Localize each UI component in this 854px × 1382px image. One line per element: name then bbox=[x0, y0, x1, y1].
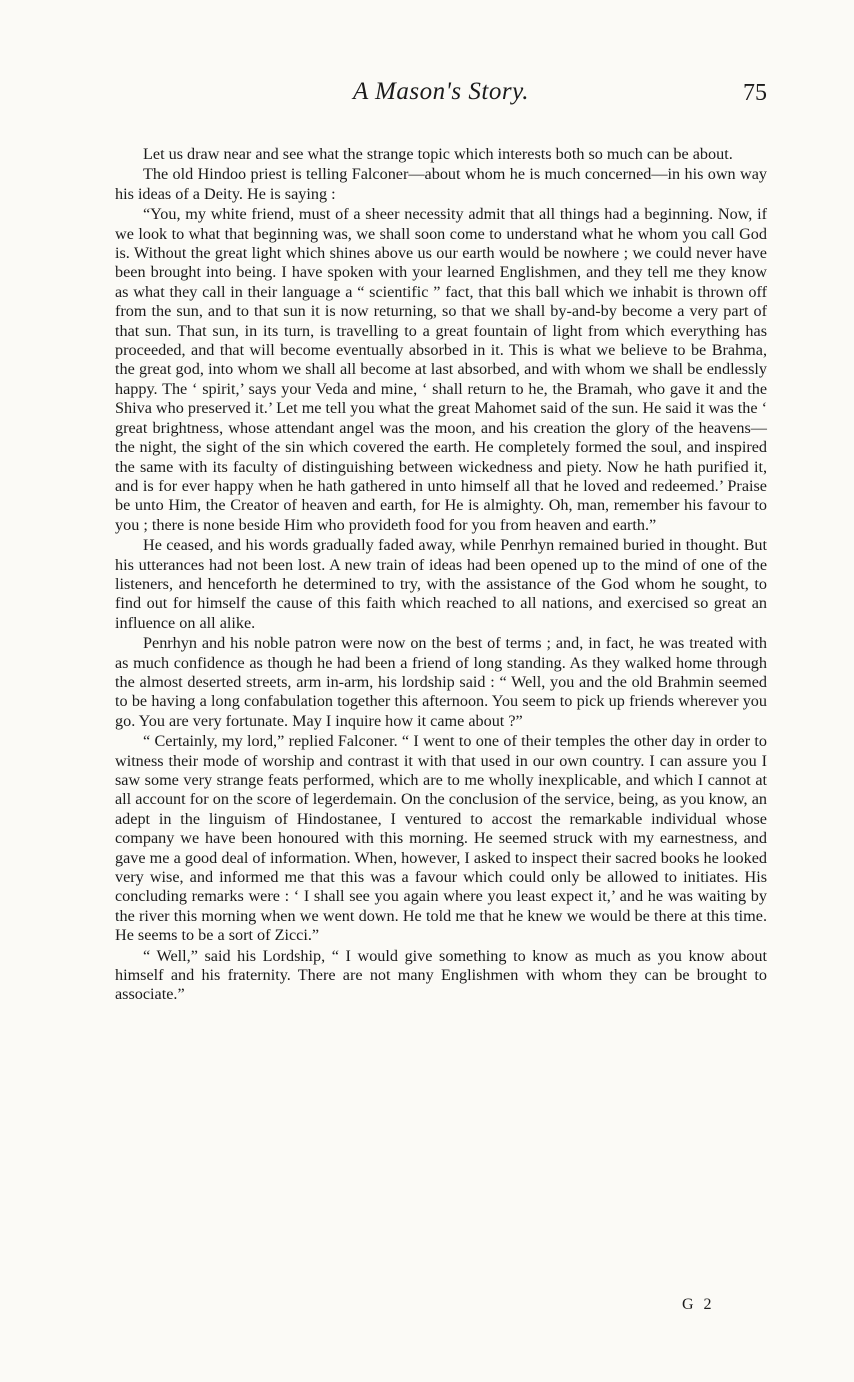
body-text bbox=[115, 145, 767, 1006]
paragraph: “ Well,” said his Lordship, “ I would give something to know as much as you know about himself and his fraternity. There are not many Englishmen with whom they can be brought to associate.” bbox=[115, 946, 767, 1004]
page-number: 75 bbox=[743, 80, 767, 106]
paragraph: He ceased, and his words gradually faded away, while Penrhyn remained buried in thought. But his utterances had not been lost. A new train of ideas had been opened up to the mind of one of the listeners, and henceforth he determined to try, with the assistance of the God whom he sought, to find out for himself the cause of this faith which reached to all nations, and exercised so great an influence on all alike. bbox=[115, 536, 767, 632]
running-title: A Mason's Story. bbox=[352, 78, 530, 105]
paragraph: Let us draw near and see what the strange topic which interests both so much can be about. bbox=[143, 145, 733, 163]
paragraph: Penrhyn and his noble patron were now on the best of terms ; and, in fact, he was treated with as much confidence as though he had been a friend of long standing. As they walked home through the almost deserted streets, arm in-arm, his lordship said : “ Well, you and the old Brahmin seemed to be having a long confabulation together this afternoon. You seem to pick up friends wherever you go. You are very fortunate. May I inquire how it came about ?” bbox=[115, 634, 767, 730]
paragraph: “You, my white friend, must of a sheer necessity admit that all things had a beginning. Now, if we look to what that beginning was, we shall soon come to understand what he whom you call God is. Without the great light which shines above us our earth would be nowhere ; we could never have been brought into being. I have spoken with your learned Englishmen, and they tell me they know as what they call in their language a “ scientific ” fact, that this ball which we inhabit is thrown off from the sun, and to that sun it is now returning, so that we shall by-and-by become a very part of that sun. That sun, in its turn, is travelling to a great fountain of light from which everything has proceeded, and that will become eventually absorbed in it. This is what we believe to be Brahma, the great god, into whom we shall all become at last absorbed, and with whom we shall be endlessly happy. The ‘ spirit,’ says your Veda and mine, ‘ shall return to he, the Bramah, who gave it and the Shiva who preserved it.’ Let me tell you what the great Mahomet said of the sun. He said it was the ‘ great brightness, whose attendant angel was the moon, and his creation the glory of the heavens—the night, the sight of the sin which covered the earth. He completely formed the soul, and inspired the same with its faculty of distinguishing between wickedness and piety. Now he hath purified it, and is for ever happy when he hath gathered in unto himself all that he loved and redeemed.’ Praise be unto Him, the Creator of heaven and earth, for He is almighty. Oh, man, remember his favour to you ; there is none beside Him who provideth food for you from heaven and earth.” bbox=[115, 205, 767, 534]
paragraph: “ Certainly, my lord,” replied Falconer. “ I went to one of their temples the other day in order to witness their mode of worship and contrast it with that used in our own country. I can assure you I saw some very strange feats performed, which are to me wholly inexplicable, and which I cannot at all account for on the score of legerdemain. On the conclusion of the service, being, as you know, an adept in the linguism of Hindostanee, I ventured to accost the remarkable individual whose company we have been honoured with this morning. He seemed struck with my earnestness, and gave me a good deal of information. When, however, I asked to inspect their sacred books he looked very wise, and informed me that this was a favour which could only be allowed to initiates. His concluding remarks were : ‘ I shall see you again where you least expect it,’ and he was waiting by the river this morning when we went down. He told me that he knew we would be there at this time. He seems to be a sort of Zicci.” bbox=[115, 732, 767, 945]
paragraph: The old Hindoo priest is telling Falconer—about whom he is much concerned—in his own way his ideas of a Deity. He is saying : bbox=[115, 165, 767, 203]
running-head bbox=[115, 78, 767, 112]
signature-mark: G 2 bbox=[682, 1296, 715, 1313]
